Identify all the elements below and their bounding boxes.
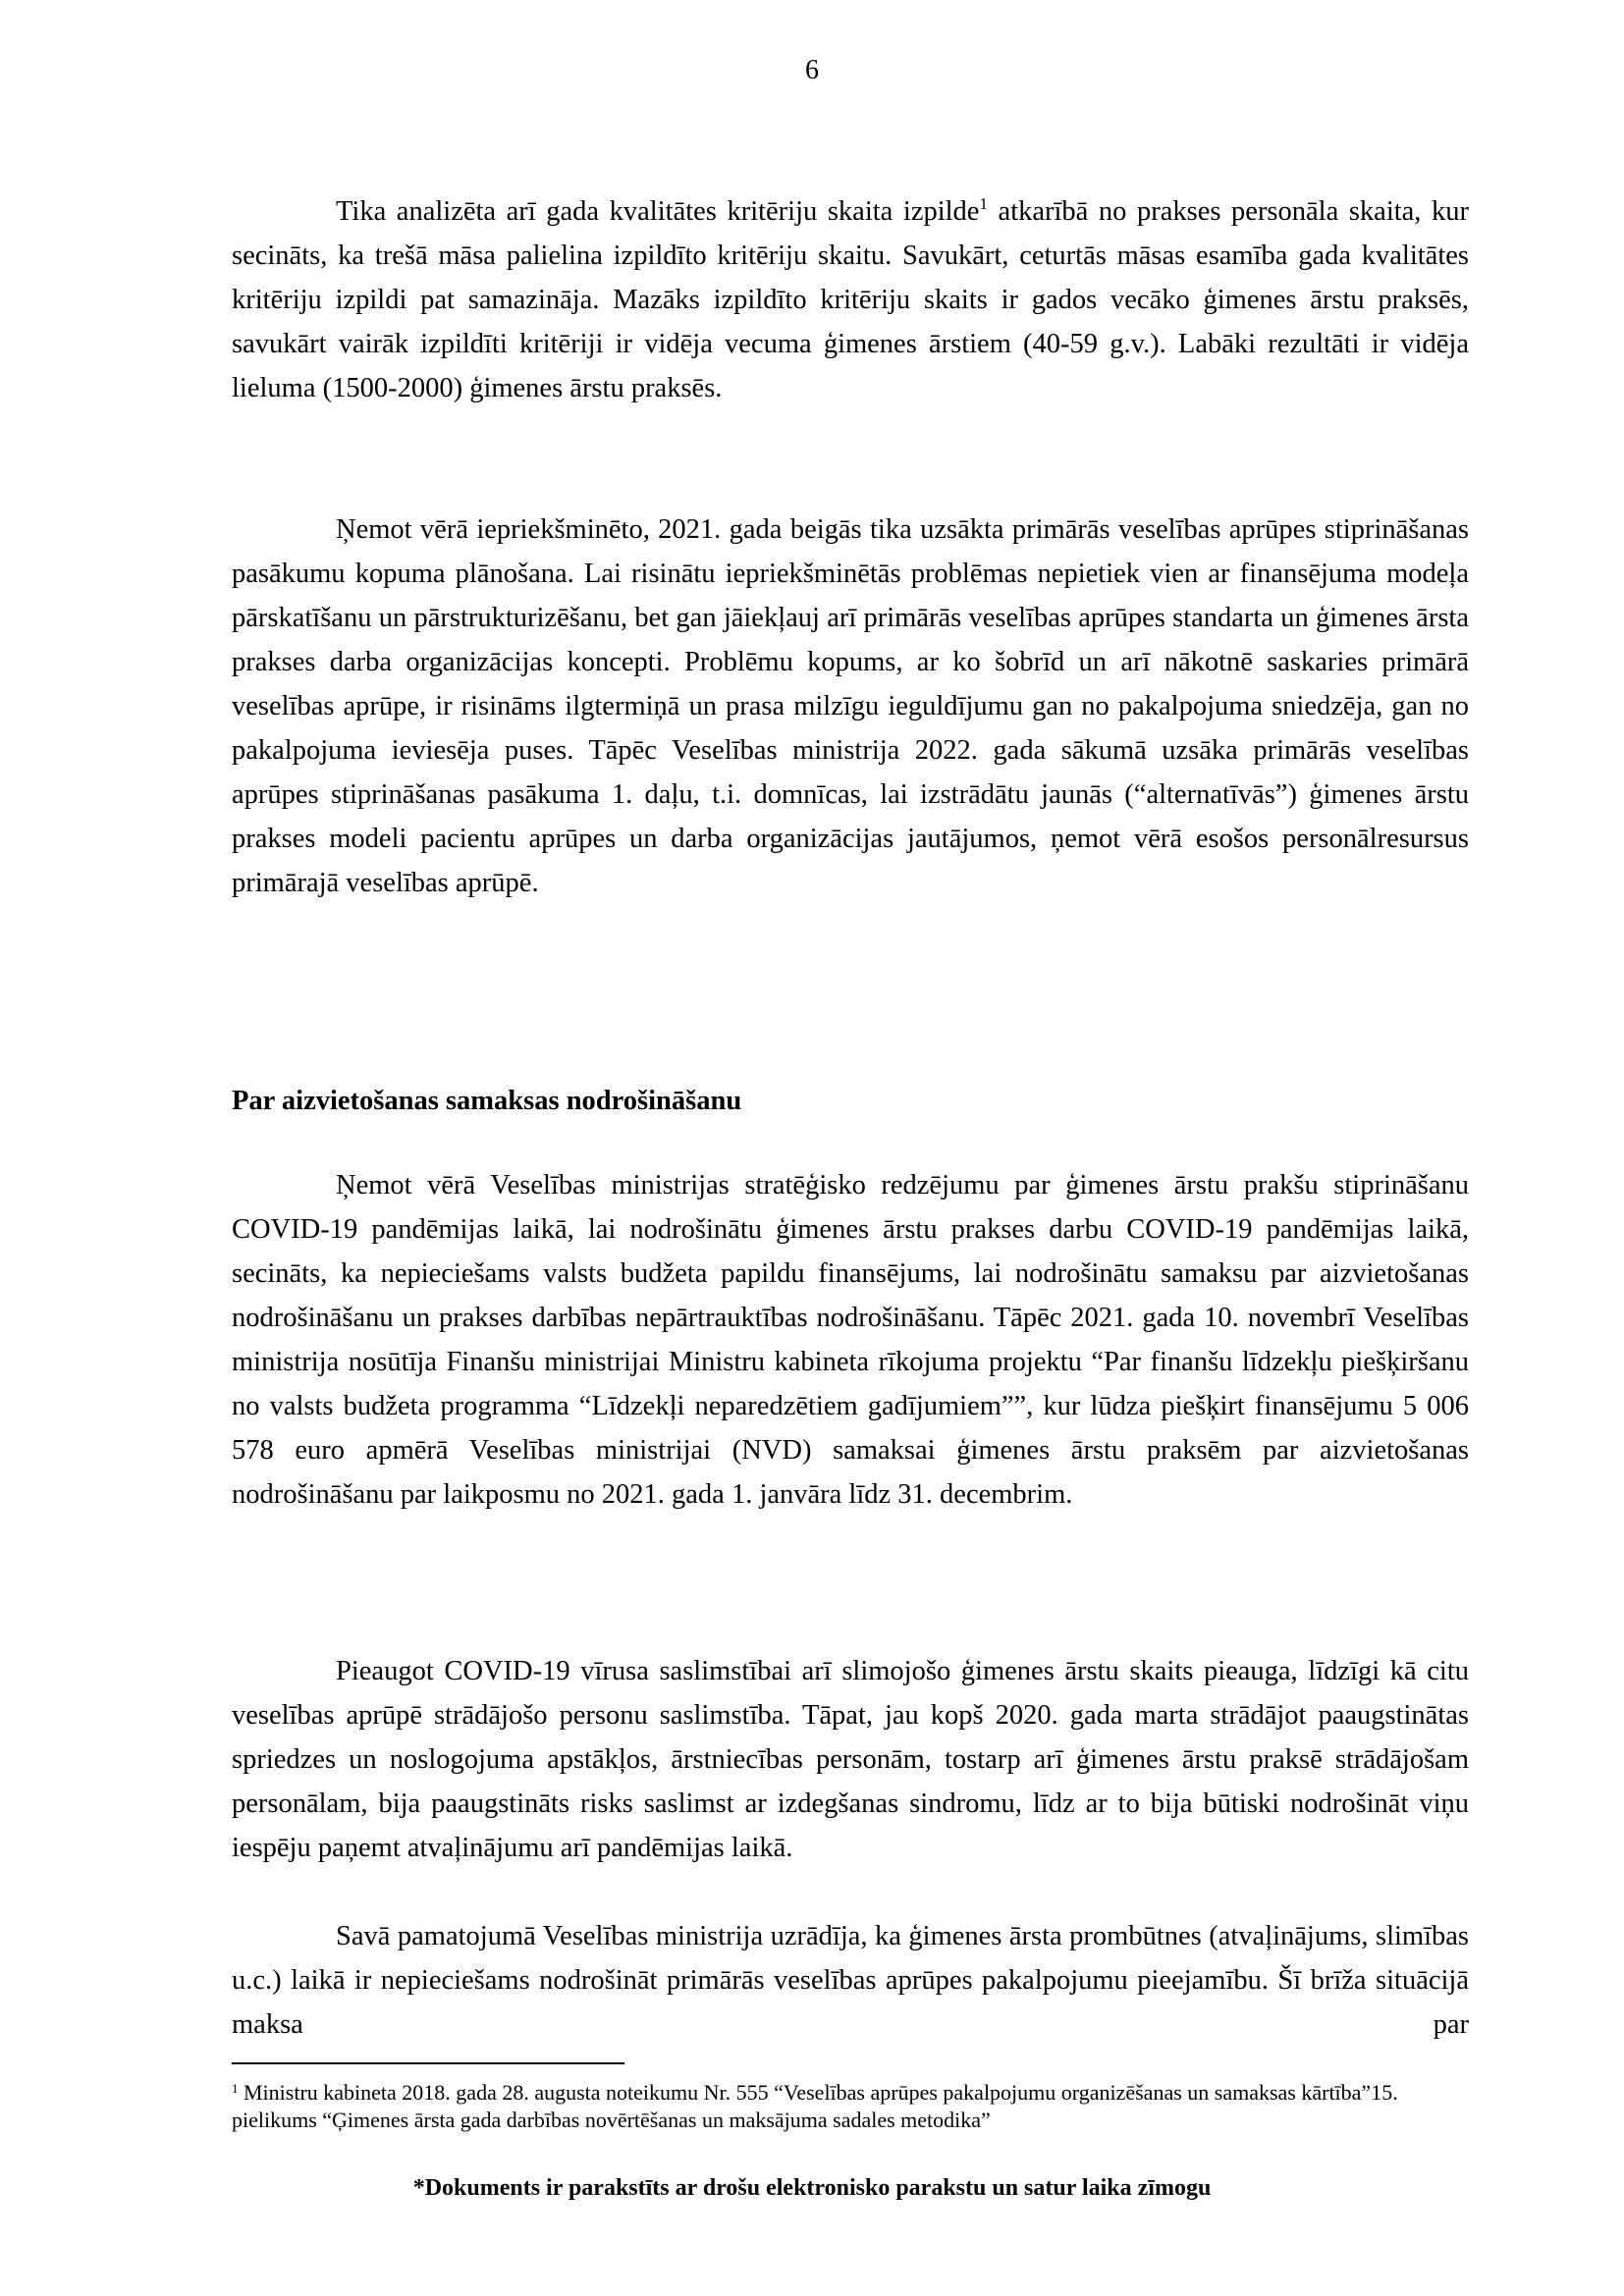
paragraph-text: Tika analizēta arī gada kvalitātes kritēriju skaita izpilde xyxy=(336,196,980,227)
paragraph-text: atkarībā no prakses personāla skaita, kur secināts, ka trešā māsa palielina izpildīto kritēriju skaitu. Savukārt, ceturtās māsas esamība gada kvalitātes kritēriju izpildi pat samazināja. Mazāks izpildīto kritēriju skaits ir gados vecāko ģimenes ārstu praksēs, savukārt vairāk izpildīti kritēriji ir vidēja vecuma ģimenes ārstiem (40-59 g.v.). Labāki rezultāti ir vidēja lieluma (1500-2000) ģimenes ārstu praksēs. xyxy=(232,196,1469,403)
paragraph-replacement-funding: Ņemot vērā Veselības ministrijas stratēģisko redzējumu par ģimenes ārstu prakšu stiprināšanu COVID-19 pandēmijas laikā, lai nodrošinātu ģimenes ārstu prakses darbu COVID-19 pandēmijas laikā, secināts, ka nepieciešams valsts budžeta papildu finansējums, lai nodrošinātu samaksu par aizvietošanas nodrošināšanu un prakses darbības nepārtrauktības nodrošināšanu. Tāpēc 2021. gada 10. novembrī Veselības ministrija nosūtīja Finanšu ministrijai Ministru kabineta rīkojuma projektu “Par finanšu līdzekļu piešķiršanu no valsts budžeta programma “Līdzekļi neparedzētiem gadījumiem””, kur lūdza piešķirt finansējumu 5 006 578 euro apmērā Veselības ministrijai (NVD) samaksai ģimenes ārstu praksēm par aizvietošanas nodrošināšanu par laikposmu no 2021. gada 1. janvāra līdz 31. decembrim. xyxy=(232,1170,1469,1510)
footnote-separator xyxy=(232,2062,624,2064)
section-heading: Par aizvietošanas samaksas nodrošināšanu xyxy=(232,1086,742,1116)
footnote-number: 1 xyxy=(232,2081,239,2096)
paragraph-quality-criteria xyxy=(232,189,1469,410)
electronic-signature-note: *Dokuments ir parakstīts ar drošu elektronisko parakstu un satur laika zīmogu xyxy=(412,2175,1212,2201)
paragraph-ministry-justification: Savā pamatojumā Veselības ministrija uzrādīja, ka ģimenes ārsta prombūtnes (atvaļinājums, slimības u.c.) laikā ir nepieciešams nodrošināt primārās veselības aprūpes pakalpojumu pieejamību. Šī brīža situācijā maksa par xyxy=(232,1921,1469,2040)
paragraph-covid-burnout: Pieaugot COVID-19 vīrusa saslimstībai arī slimojošo ģimenes ārstu skaits pieauga, līdzīgi kā citu veselības aprūpē strādājošo personu saslimstība. Tāpat, jau kopš 2020. gada marta strādājot paaugstinātas spriedzes un noslogojuma apstākļos, ārstniecības personām, tostarp arī ģimenes ārstu praksē strādājošam personālam, bija paaugstināts risks saslimst ar izdegšanas sindromu, līdz ar to bija būtiski nodrošināt viņu iespēju paņemt atvaļinājumu arī pandēmijas laikā. xyxy=(232,1656,1469,1863)
footnote-text: Ministru kabineta 2018. gada 28. augusta noteikumu Nr. 555 “Veselības aprūpes pakalpojumu organizēšanas un samaksas kārtība”15. pielikums “Ģimenes ārsta gada darbības novērtēšanas un maksājuma sadales metodika” xyxy=(232,2080,1398,2132)
page-number: 6 xyxy=(805,55,819,85)
footnote-reference[interactable]: 1 xyxy=(979,194,988,213)
paragraph-strengthening-plan: Ņemot vērā iepriekšminēto, 2021. gada beigās tika uzsākta primārās veselības aprūpes stiprināšanas pasākumu kopuma plānošana. Lai risinātu iepriekšminētās problēmas nepietiek vien ar finansējuma modeļa pārskatīšanu un pārstrukturizēšanu, bet gan jāiekļauj arī primārās veselības aprūpes standarta un ģimenes ārsta prakses darba organizācijas koncepti. Problēmu kopums, ar ko šobrīd un arī nākotnē saskaries primārā veselības aprūpe, ir risināms ilgtermiņā un prasa milzīgu ieguldījumu gan no pakalpojuma sniedzēja, gan no pakalpojuma ieviesēja puses. Tāpēc Veselības ministrija 2022. gada sākumā uzsāka primārās veselības aprūpes stiprināšanas pasākuma 1. daļu, t.i. domnīcas, lai izstrādātu jaunās (“alternatīvās”) ģimenes ārstu prakses modeli pacientu aprūpes un darba organizācijas jautājumos, ņemot vērā esošos personālresursus primārajā veselības aprūpē. xyxy=(232,514,1469,898)
footnote xyxy=(232,2079,1469,2134)
